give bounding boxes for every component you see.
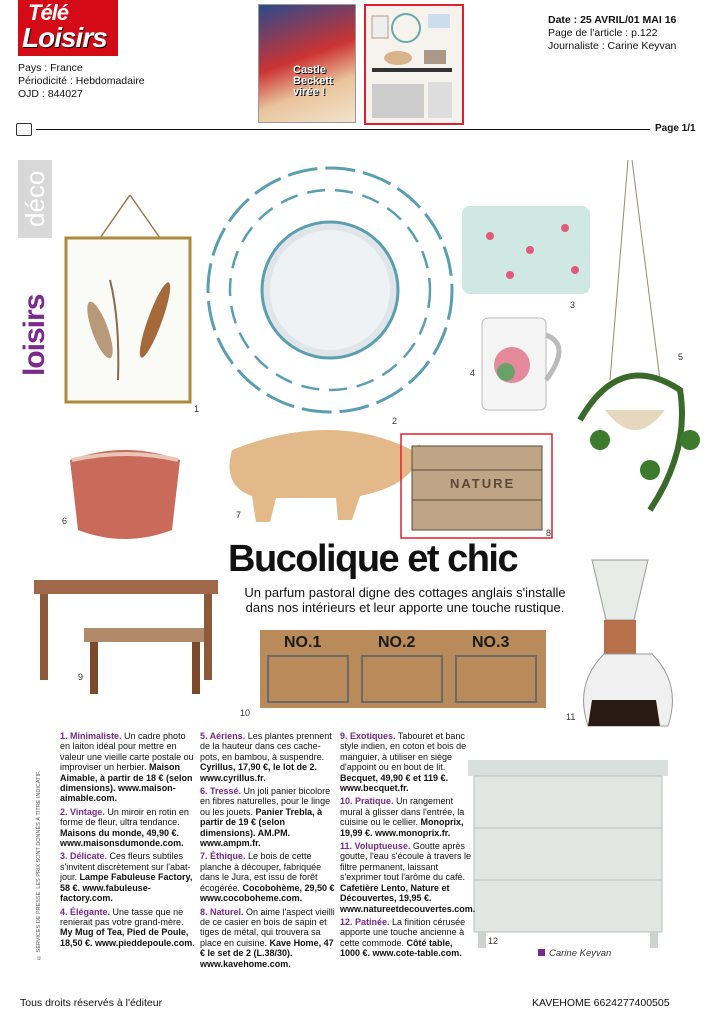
photo-number-1: 1 bbox=[194, 404, 200, 414]
photo-number-6: 6 bbox=[62, 516, 68, 526]
photo-number-4: 4 bbox=[470, 368, 476, 378]
crate-label: NATURE bbox=[450, 476, 516, 491]
dresser-illustration bbox=[468, 760, 668, 948]
photo-number-11: 11 bbox=[566, 712, 576, 722]
page-ref: Page de l'article : p.122 bbox=[548, 27, 658, 39]
section-deco: déco bbox=[18, 160, 52, 238]
photo-number-3: 3 bbox=[570, 300, 576, 310]
mug-illustration bbox=[482, 318, 559, 410]
bench-and-stool-illustration bbox=[34, 580, 218, 694]
product-item: 8. Naturel. On aime l'aspect vieilli de ce casier en bois de sapin et tiges de métal, qui trouvera sa place en cuisine. Kave Home, 47 € le set de 2 (L.38/30). www.kavehome.com. bbox=[200, 906, 335, 969]
product-column-2 bbox=[200, 731, 335, 972]
pig-cutting-board-illustration bbox=[230, 430, 421, 522]
product-item: 6. Tressé. Un joli panier bicolore en fibres naturelles, pour le linge ou les jouets. Panier Trebla, à partir de 19 € (selon dimensions). AM.PM. www.ampm.fr. bbox=[200, 786, 331, 849]
footer-rights: Tous droits réservés à l'éditeur bbox=[20, 997, 163, 1009]
photo-number-7: 7 bbox=[236, 510, 242, 520]
cover-headline: Castle Beckett virée ! bbox=[293, 64, 333, 98]
woven-basket-illustration bbox=[70, 450, 180, 539]
product-item: 12. Patinée. La finition cérusée apporte une touche ancienne à cette commode. Côté table, 1000 €. www.cote-table.com. bbox=[340, 916, 466, 959]
photo-number-9: 9 bbox=[78, 672, 84, 682]
photo-number-10: 10 bbox=[240, 708, 251, 718]
rattan-flower-mirror-illustration bbox=[208, 168, 452, 412]
product-item: 9. Exotiques. Tabouret et banc style indien, en coton et bois de manguier, à utiliser en siège d'appoint ou en bout de lit. Becquet, 49,90 € et 119 €. www.becquet.fr. bbox=[340, 731, 467, 794]
product-item: 10. Pratique. Un rangement mural à glisser dans l'entrée, la cuisine ou le cellier. Monoprix, 19,99 €. www.monoprix.fr. bbox=[340, 796, 465, 838]
logo-top-text: Télé bbox=[28, 0, 69, 25]
footer-reference: KAVEHOME 6624277400505 bbox=[532, 997, 670, 1009]
hanging-plant-illustration bbox=[580, 160, 700, 510]
rack-hook-3: NO.3 bbox=[472, 634, 510, 651]
product-item: 4. Élégante. Une tasse que ne renierait pas votre grand-mère. My Mug of Tea, Pied de Poule, 18,50 €. www.pieddepoule.com. bbox=[60, 906, 195, 948]
coffee-maker-illustration bbox=[584, 560, 673, 726]
photo-number-8: 8 bbox=[546, 528, 552, 538]
article-title: Bucolique et chic bbox=[228, 538, 518, 580]
product-item: 3. Délicate. Ces fleurs subtiles s'invitent discrètement sur l'abat-jour. Lampe Fabuleuse Factory, 58 €. www.fabuleuse-factory.com. bbox=[60, 851, 193, 904]
product-column-3 bbox=[340, 731, 475, 962]
article-subtitle: Un parfum pastoral digne des cottages anglais s'installe dans nos intérieurs et leur apporte une touche rustique. bbox=[244, 585, 566, 615]
author-credit: Carine Keyvan bbox=[538, 948, 611, 959]
product-item: 7. Éthique. Le bois de cette planche à découper, fabriquée dans le Jura, est issu de forêt écogérée. Cocobohème, 29,50 € www.cocoboheme.com. bbox=[200, 851, 335, 904]
journalist: Journaliste : Carine Keyvan bbox=[548, 40, 677, 52]
product-item: 2. Vintage. Un miroir en rotin en forme de fleur, ultra tendance. Maisons du monde, 49,90 €. www.maisonsdumonde.com. bbox=[60, 806, 189, 849]
product-item: 11. Voluptueuse. Goutte après goutte, l'eau s'écoule à travers le filtre permanent, laissant s'exprimer tout l'arôme du café. Cafetière Lento, Nature et Découvertes, 19,95 €. www.natureetdecouvertes.com. bbox=[340, 841, 476, 914]
product-column-1 bbox=[60, 731, 195, 951]
photo-number-12: 12 bbox=[488, 936, 499, 946]
author-square-icon bbox=[538, 949, 545, 956]
rack-hook-1: NO.1 bbox=[284, 634, 322, 651]
country: Pays : France bbox=[18, 62, 83, 74]
page-count: Page 1/1 bbox=[655, 123, 696, 134]
brass-frame-illustration bbox=[66, 195, 190, 402]
rack-hook-2: NO.2 bbox=[378, 634, 416, 651]
photo-number-2: 2 bbox=[392, 416, 398, 426]
ojd: OJD : 844027 bbox=[18, 88, 83, 100]
photo-credit: © SERVICES DE PRESSE. LES PRIX SONT DONNÉS À TITRE INDICATIF. bbox=[36, 770, 42, 960]
product-item: 5. Aériens. Les plantes prennent de la hauteur dans ces cache-pots, en bambou, à suspendre. Cyrillus, 17,90 €, le lot de 2. www.cyrillus.fr. bbox=[200, 731, 332, 783]
periodicity: Périodicité : Hebdomadaire bbox=[18, 75, 145, 87]
photo-number-5: 5 bbox=[678, 352, 684, 362]
date: Date : 25 AVRIL/01 MAI 16 bbox=[548, 14, 677, 26]
section-loisirs: loisirs bbox=[18, 294, 51, 376]
floral-lampshade-illustration bbox=[462, 206, 590, 294]
product-item: 1. Minimaliste. Un cadre photo en laiton idéal pour mettre en valeur une vieille carte postale ou improviser un herbier. Maison Aimable, à partir de 18 € (selon dimensions). www.maison-aimable.com. bbox=[60, 731, 194, 804]
logo-bottom-text: Loisirs bbox=[22, 22, 107, 53]
